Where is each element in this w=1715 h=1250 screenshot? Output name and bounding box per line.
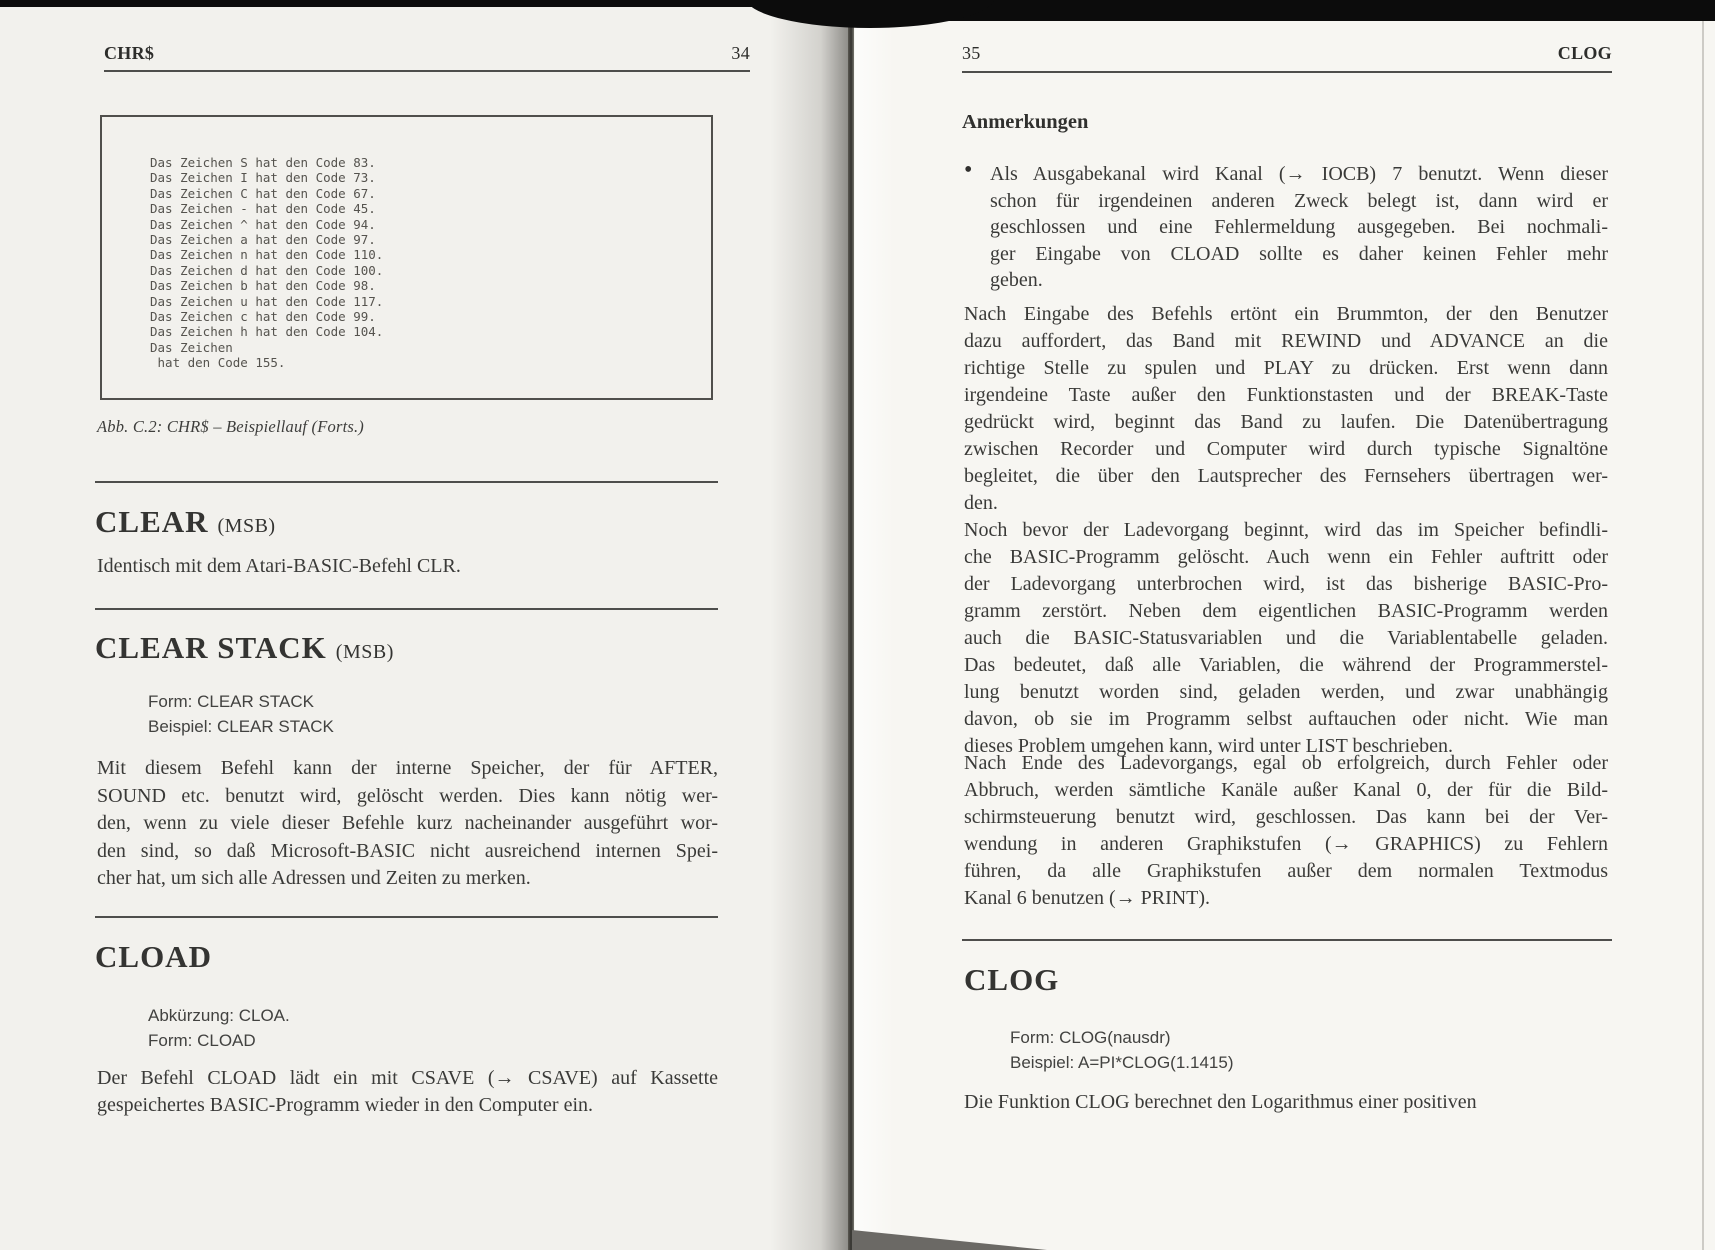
bullet-marker: • — [964, 157, 973, 183]
left-header-rule — [104, 70, 750, 72]
right-running-header — [962, 44, 1612, 62]
section-clog-heading — [964, 964, 1059, 995]
right-header-title: CLOG — [1557, 43, 1612, 63]
section-divider — [95, 608, 718, 610]
section-clear-body: Identisch mit dem Atari-BASIC-Befehl CLR. — [97, 555, 461, 577]
anmerkungen-paragraph-2: Noch bevor der Ladevorgang beginnt, wird das im Speicher befindli- che BASIC-Programm gelöscht. Auch wenn ein Fehler auftritt oder der Ladevorgang unterbrochen wird, ist das bisherige BASIC-Pro- gramm zerstört. Neben dem eigentlichen BASIC-Programm werden auch die BASIC-Statusvariablen und die Variablentabelle geladen. Das bedeutet, daß alle Variablen, die während der Programmerstel- lung benutzt worden sind, geladen werden, und zwar unabhängig davon, ob sie im Programm selbst auftauchen oder nicht. Wie man dieses Problem umgehen kann, wird unter LIST beschrieben. — [964, 519, 1608, 757]
section-clear-stack-spec: Form: CLEAR STACK Beispiel: CLEAR STACK — [148, 692, 334, 736]
section-divider — [95, 481, 718, 483]
gutter-highlight — [855, 16, 895, 1250]
section-clear-stack-qualifier: (MSB) — [335, 641, 394, 663]
left-header-page-number: 34 — [731, 43, 750, 63]
left-header-title: CHR$ — [104, 43, 155, 63]
section-clear-stack-heading — [95, 632, 394, 663]
section-divider — [95, 916, 718, 918]
section-clear-title: CLEAR — [95, 504, 209, 539]
right-header-rule — [962, 71, 1612, 73]
section-divider — [962, 939, 1612, 941]
section-clear-stack-body: Mit diesem Befehl kann der interne Speicher, der für AFTER, SOUND etc. benutzt wird, gelöscht werden. Dies kann nötig wer- den, wenn zu viele dieser Befehle kurz nacheinander ausgeführt wor- den sind, so daß Microsoft-BASIC nicht ausreichend internen Spei- cher hat, um sich alle Adressen und Zeiten zu merken. — [97, 757, 718, 889]
section-cload-title: CLOAD — [95, 939, 212, 974]
anmerkungen-heading: Anmerkungen — [962, 111, 1089, 133]
section-clear-heading — [95, 506, 276, 537]
page-right-edge — [1702, 20, 1704, 1250]
left-running-header — [104, 44, 750, 62]
anmerkungen-bullet-item: Als Ausgabekanal wird Kanal (→ IOCB) 7 benutzt. Wenn dieser schon für irgendeinen anderen Zweck belegt ist, dann wird er geschlossen und eine Fehlermeldung ausgegeben. Bei nochmali- ger Eingabe von CLOAD sollte es daher keinen Fehler mehr geben. — [990, 163, 1608, 291]
figure-caption: Abb. C.2: CHR$ – Beispiellauf (Forts.) — [97, 417, 364, 436]
gutter-shadow — [770, 4, 848, 1250]
anmerkungen-paragraph-1: Nach Eingabe des Befehls ertönt ein Brummton, der den Benutzer dazu auffordert, das Band mit REWIND und ADVANCE an die richtige Stelle zu spulen und PLAY zu drücken. Erst wenn dann irgendeine Taste außer den Funktionstasten und der BREAK-Taste gedrückt wird, beginnt das Band zu laufen. Die Datenübertragung zwischen Recorder und Computer wird durch typische Signaltöne begleitet, die über den Lautsprecher des Fernsehers übertragen wer- den. — [964, 303, 1608, 514]
section-cload-spec: Abkürzung: CLOA. Form: CLOAD — [148, 1006, 290, 1050]
section-cload-body: Der Befehl CLOAD lädt ein mit CSAVE (→ CSAVE) auf Kassette gespeichertes BASIC-Programm wieder in den Computer ein. — [97, 1067, 718, 1116]
section-clog-spec: Form: CLOG(nausdr) Beispiel: A=PI*CLOG(1.1415) — [1010, 1028, 1234, 1072]
figure-code-listing: Das Zeichen S hat den Code 83. Das Zeichen I hat den Code 73. Das Zeichen C hat den Code 67. Das Zeichen - hat den Code 45. Das Zeichen ^ hat den Code 94. Das Zeichen a hat den Code 97. Das Zeichen n hat den Code 110. Das Zeichen d hat den Code 100. Das Zeichen b hat den Code 98. Das Zeichen u hat den Code 117. Das Zeichen c hat den Code 99. Das Zeichen h hat den Code 104. Das Zeichen hat den Code 155. — [150, 155, 384, 371]
anmerkungen-paragraph-3: Nach Ende des Ladevorgangs, egal ob erfolgreich, durch Fehler oder Abbruch, werden sämtliche Kanäle außer Kanal 0, der für die Bild- schirmsteuerung benutzt wird, geschlossen. Das kann bei der Ver- wendung in anderen Graphikstufen (→ GRAPHICS) zu Fehlern führen, da alle Graphikstufen außer dem normalen Textmodus Kanal 6 benutzen (→ PRINT). — [964, 752, 1608, 909]
scanner-background-top-left — [0, 0, 772, 7]
right-header-page-number: 35 — [962, 43, 981, 63]
section-clog-title: CLOG — [964, 962, 1060, 997]
section-clear-qualifier: (MSB) — [217, 515, 276, 537]
section-cload-heading — [95, 941, 212, 972]
section-clog-body: Die Funktion CLOG berechnet den Logarithmus einer positiven — [964, 1091, 1477, 1113]
section-clear-stack-title: CLEAR STACK — [95, 630, 327, 665]
